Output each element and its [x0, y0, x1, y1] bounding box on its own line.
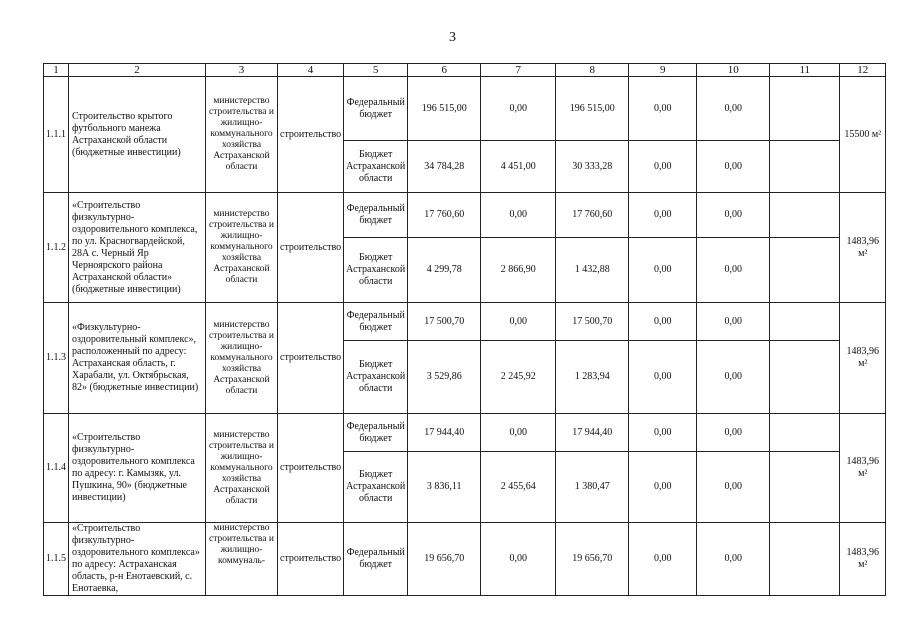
column-number: 2 [69, 64, 206, 77]
item-executor: министерство строительства и жилищно-коммунального хозяйства Астраханской области [206, 77, 278, 193]
cell-value: 30 333,28 [556, 141, 629, 193]
cell-value [770, 452, 840, 523]
cell-value: 2 245,92 [481, 341, 556, 414]
item-name: «Строительство физкультурно-оздоровительного комплекса, по ул. Красногвардейской, 28А с. Черный Яр Черноярского района Астраханской области» (бюджетные инвестиции) [69, 193, 206, 303]
cell-value: 0,00 [697, 238, 770, 303]
cell-value: 0,00 [697, 341, 770, 414]
item-capacity: 1483,96 м² [840, 303, 886, 414]
table-row [44, 77, 886, 141]
cell-value: 17 944,40 [556, 414, 629, 452]
column-number: 4 [278, 64, 344, 77]
cell-value: 0,00 [697, 141, 770, 193]
column-number: 11 [770, 64, 840, 77]
cell-value: 0,00 [481, 77, 556, 141]
item-number: 1.1.4 [44, 414, 69, 523]
cell-value: 0,00 [697, 414, 770, 452]
funding-source: Федеральный бюджет [344, 193, 408, 238]
cell-value: 0,00 [629, 193, 697, 238]
item-capacity: 1483,96 м² [840, 414, 886, 523]
funding-source: Федеральный бюджет [344, 414, 408, 452]
item-number: 1.1.2 [44, 193, 69, 303]
cell-value: 2 866,90 [481, 238, 556, 303]
cell-value: 0,00 [697, 523, 770, 596]
table-row [44, 303, 886, 341]
column-number-row [44, 64, 886, 77]
funding-source: Федеральный бюджет [344, 303, 408, 341]
cell-value [770, 77, 840, 141]
item-executor: министерство строительства и жилищно-коммунального хозяйства Астраханской области [206, 193, 278, 303]
cell-value: 34 784,28 [408, 141, 481, 193]
cell-value: 0,00 [629, 141, 697, 193]
cell-value: 196 515,00 [408, 77, 481, 141]
cell-value: 0,00 [629, 238, 697, 303]
cell-value: 17 500,70 [408, 303, 481, 341]
column-number: 1 [44, 64, 69, 77]
item-capacity: 1483,96 м² [840, 523, 886, 596]
cell-value [770, 414, 840, 452]
cell-value: 0,00 [629, 77, 697, 141]
item-name: «Физкультурно-оздоровительный комплекс», расположенный по адресу: Астраханская область, г. Харабали, ул. Октябрьская, 82» (бюджетные инвестиции) [69, 303, 206, 414]
cell-value: 0,00 [697, 77, 770, 141]
table-row [44, 523, 886, 596]
item-name: «Строительство физкультурно-оздоровительного комплекса по адресу: г. Камызяк, ул. Пушкина, 90» (бюджетные инвестиции) [69, 414, 206, 523]
funding-source: Бюджет Астраханской области [344, 341, 408, 414]
cell-value: 1 380,47 [556, 452, 629, 523]
cell-value [770, 238, 840, 303]
column-number: 5 [344, 64, 408, 77]
cell-value [770, 193, 840, 238]
cell-value: 2 455,64 [481, 452, 556, 523]
column-number: 6 [408, 64, 481, 77]
column-number: 3 [206, 64, 278, 77]
cell-value: 1 432,88 [556, 238, 629, 303]
cell-value: 19 656,70 [556, 523, 629, 596]
cell-value [770, 523, 840, 596]
cell-value: 3 529,86 [408, 341, 481, 414]
cell-value: 196 515,00 [556, 77, 629, 141]
item-kind: строительство [278, 414, 344, 523]
cell-value: 1 283,94 [556, 341, 629, 414]
column-number: 9 [629, 64, 697, 77]
cell-value: 0,00 [697, 303, 770, 341]
funding-source: Бюджет Астраханской области [344, 452, 408, 523]
table-row [44, 414, 886, 452]
item-kind: строительство [278, 523, 344, 596]
cell-value [770, 341, 840, 414]
item-number: 1.1.1 [44, 77, 69, 193]
item-name: Строительство крытого футбольного манежа Астраханской области (бюджетные инвестиции) [69, 77, 206, 193]
funding-source: Федеральный бюджет [344, 77, 408, 141]
program-table [43, 63, 886, 596]
cell-value: 0,00 [481, 414, 556, 452]
item-executor: министерство строительства и жилищно-коммунального хозяйства Астраханской области [206, 303, 278, 414]
item-capacity: 1483,96 м² [840, 193, 886, 303]
column-number: 12 [840, 64, 886, 77]
cell-value: 3 836,11 [408, 452, 481, 523]
item-name: «Строительство физкультурно-оздоровительного комплекса» по адресу: Астраханская область, р-н Енотаевский, с. Енотаевка, [69, 523, 206, 596]
item-kind: строительство [278, 193, 344, 303]
item-executor: министерство строительства и жилищно-коммунального хозяйства Астраханской области [206, 414, 278, 523]
cell-value: 17 944,40 [408, 414, 481, 452]
item-capacity: 15500 м² [840, 77, 886, 193]
column-number: 10 [697, 64, 770, 77]
item-kind: строительство [278, 303, 344, 414]
cell-value: 17 760,60 [408, 193, 481, 238]
cell-value: 0,00 [481, 523, 556, 596]
item-number: 1.1.3 [44, 303, 69, 414]
column-number: 7 [481, 64, 556, 77]
table-row [44, 193, 886, 238]
cell-value: 0,00 [629, 523, 697, 596]
funding-source: Бюджет Астраханской области [344, 238, 408, 303]
cell-value: 0,00 [629, 303, 697, 341]
item-executor: министерство строительства и жилищно-коммуналь- [206, 523, 278, 596]
cell-value: 0,00 [629, 414, 697, 452]
cell-value: 19 656,70 [408, 523, 481, 596]
cell-value [770, 141, 840, 193]
column-number: 8 [556, 64, 629, 77]
cell-value: 0,00 [629, 341, 697, 414]
cell-value: 0,00 [481, 303, 556, 341]
item-kind: строительство [278, 77, 344, 193]
funding-source: Бюджет Астраханской области [344, 141, 408, 193]
funding-source: Федеральный бюджет [344, 523, 408, 596]
cell-value: 0,00 [629, 452, 697, 523]
cell-value: 0,00 [481, 193, 556, 238]
cell-value [770, 303, 840, 341]
cell-value: 4 299,78 [408, 238, 481, 303]
cell-value: 4 451,00 [481, 141, 556, 193]
cell-value: 17 500,70 [556, 303, 629, 341]
cell-value: 0,00 [697, 452, 770, 523]
cell-value: 17 760,60 [556, 193, 629, 238]
cell-value: 0,00 [697, 193, 770, 238]
item-number: 1.1.5 [44, 523, 69, 596]
page-number: 3 [449, 30, 456, 45]
